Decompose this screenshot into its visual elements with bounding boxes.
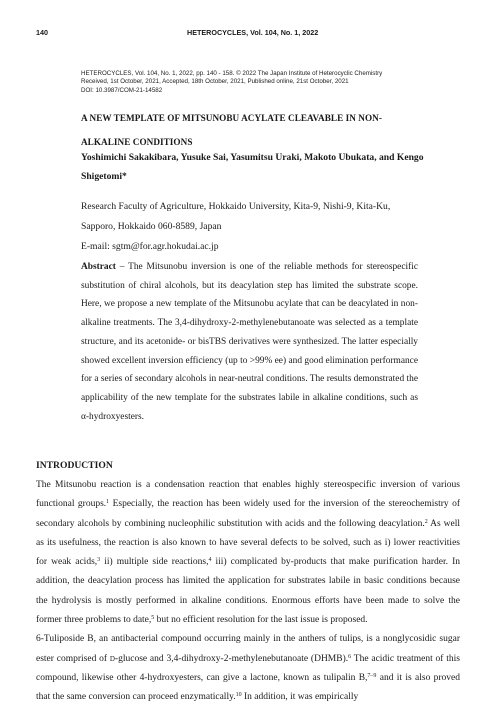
citation-ref[interactable]: 1	[106, 499, 110, 506]
affiliation: Research Faculty of Agriculture, Hokkaido University, Kita-9, Nishi-9, Kita-Ku, Sapporo, Hokkaido 060-8589, Japan	[81, 201, 391, 232]
citation-ref[interactable]: 6	[348, 653, 352, 660]
page-number: 140	[36, 28, 48, 37]
doi-line[interactable]: DOI: 10.3987/COM-21-14582	[81, 86, 163, 94]
citation-ref[interactable]: 2	[424, 518, 428, 525]
dates-line: Received, 1st October, 2021, Accepted, 18th October, 2021, Published online, 21st October, 2021	[81, 78, 349, 86]
citation-ref[interactable]: 5	[151, 615, 155, 622]
publication-metadata	[81, 70, 411, 95]
citation-ref[interactable]: 10	[235, 692, 242, 699]
citation-ref[interactable]: 4	[208, 557, 212, 564]
affiliation-block	[81, 197, 426, 257]
email-link[interactable]: E-mail: sgtm@for.agr.hokudai.ac.jp	[81, 241, 219, 252]
paragraph: The Mitsunobu reaction is a condensation reaction that enables highly stereospecific inversion of various functional groups.$^1$ Especially, the reaction has been widely used for the inversion of the stereochemistry of secondary alcohols by combining nucleophilic substitution with acids and the following deacylation.$^2$ As well as its usefulness, the reaction is also known to have several defects to be solved, such as i) lower reactivities for weak acids,$^3$ ii) multiple side reactions,$^4$ iii) complicated by-products that make purification harder. In addition, the deacylation process has limited the application for substrates labile in basic conditions because the hydrolysis is mostly performed in alkaline conditions. Enormous efforts have been made to solve the former three problems to date,$^5$ but no efficient resolution for the last issue is proposed.	[36, 480, 461, 626]
introduction-body	[36, 476, 460, 708]
citation-ref[interactable]: 3	[97, 557, 101, 564]
abstract-text: – The Mitsunobu inversion is one of the reliable methods for stereospecific substitution of chiral alcohols, but its deacylation step has limited the substrate scope. Here, we propose a new template of the Mitsunobu acylate that can be deacylated in non-alkaline treatments. The 3,4-dihydroxy-2-methylenebutanoate was selected as a template structure, and its acetonide- or bisTBS derivatives were synthesized. The latter especially showed excellent inversion efficiency (up to >99% ee) and good elimination performance for a series of secondary alcohols in near-neutral conditions. The results demonstrated the applicability of the new template for the substrates labile in alkaline conditions, such as α-hydroxyesters.	[81, 262, 418, 422]
paragraph: 6-Tuliposide B, an antibacterial compound occurring mainly in the anthers of tulips, is a nonglycosidic sugar ester comprised of d-glucose and 3,4-dihydroxy-2-methylenebutanoate (DHMB).$^6$ The acidic treatment of this compound, likewise other 4-hydroxyesters, can give a lactone, known as tulipalin B,$^{7-9}$ and it is also proved that the same conversion can proceed enzymatically.$^{10}$ In addition, it was empirically	[36, 634, 461, 703]
author-list: Yoshimichi Sakakibara, Yusuke Sai, Yasumitsu Uraki, Makoto Ubukata, and Kengo Shigetomi*	[81, 152, 424, 182]
citation-line: HETEROCYCLES, Vol. 104, No. 1, 2022, pp. 140 - 158. © 2022 The Japan Institute of Heterocyclic Chemistry	[81, 70, 383, 77]
article-title: A NEW TEMPLATE OF MITSUNOBU ACYLATE CLEAVABLE IN NON-ALKALINE CONDITIONS	[81, 113, 382, 147]
abstract-label: Abstract	[81, 262, 116, 272]
citation-ref[interactable]: 7–9	[367, 672, 377, 679]
abstract	[81, 258, 418, 426]
journal-header: HETEROCYCLES, Vol. 104, No. 1, 2022	[187, 28, 319, 37]
section-heading-introduction: INTRODUCTION	[36, 460, 113, 471]
running-header	[36, 28, 460, 40]
